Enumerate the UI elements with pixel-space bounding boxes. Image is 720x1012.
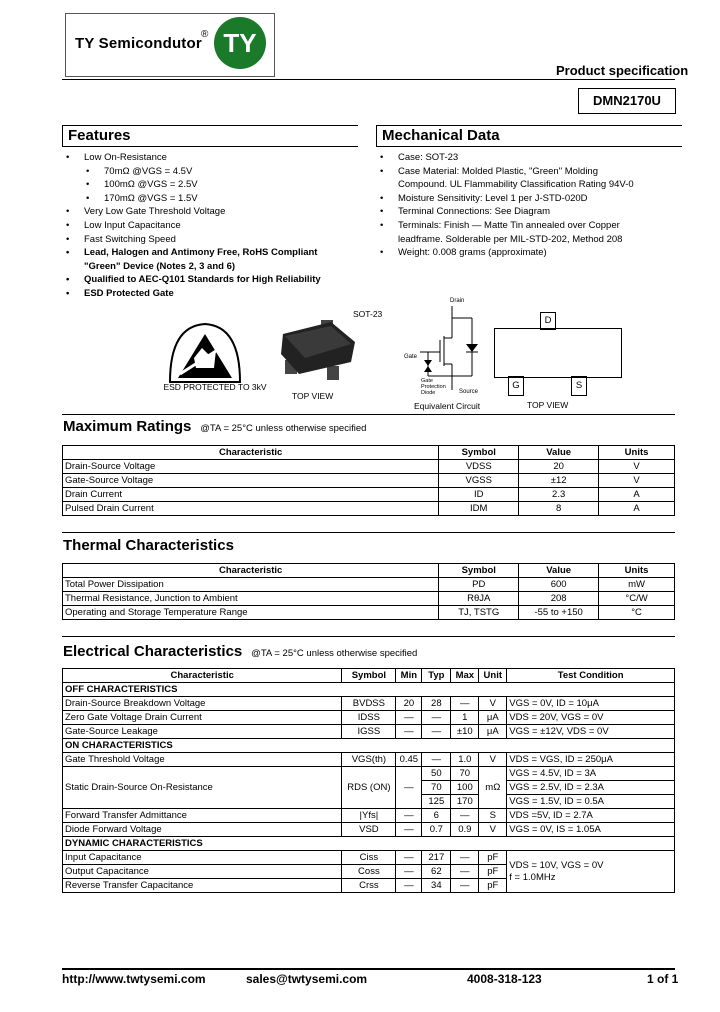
table-cell: — xyxy=(451,697,479,711)
table-cell: BVDSS xyxy=(342,697,396,711)
table-cell: pF xyxy=(479,865,507,879)
pinout-body xyxy=(494,328,622,378)
table-cell: 125 xyxy=(422,795,451,809)
list-item xyxy=(62,287,362,301)
list-item-text: Qualified to AEC-Q101 Standards for High Reliability xyxy=(84,274,321,286)
footer-rule xyxy=(62,968,675,970)
table-cell: mW xyxy=(599,578,675,592)
list-item-text: Case Material: Molded Plastic, "Green" Molding xyxy=(398,165,598,177)
list-item-text: Terminal Connections: See Diagram xyxy=(398,206,551,218)
table-cell: Forward Transfer Admittance xyxy=(63,809,342,823)
equivalent-circuit-label: Equivalent Circuit xyxy=(414,401,481,411)
table-cell: — xyxy=(396,879,422,893)
table-cell: A xyxy=(599,502,675,516)
thermal-table xyxy=(62,563,675,620)
group-title: DYNAMIC CHARACTERISTICS xyxy=(63,837,675,851)
table-cell: S xyxy=(479,809,507,823)
table-row xyxy=(63,697,675,711)
table-cell: Diode Forward Voltage xyxy=(63,823,342,837)
bullet-icon: • xyxy=(66,274,70,286)
table-cell: PD xyxy=(439,578,519,592)
table-cell: 20 xyxy=(519,460,599,474)
list-item-text: Case: SOT-23 xyxy=(398,152,459,163)
column-header: Characteristic xyxy=(63,669,342,683)
list-item xyxy=(62,246,362,260)
list-item xyxy=(62,273,362,287)
list-item-text: leadframe. Solderable per MIL-STD-202, Method 208 xyxy=(398,233,623,245)
table-cell: 0.45 xyxy=(396,753,422,767)
list-item xyxy=(62,260,362,274)
company-logo: TY xyxy=(214,17,266,69)
table-cell: VGS = 0V, ID = 10μA xyxy=(507,697,675,711)
table-cell: — xyxy=(451,865,479,879)
bullet-icon: • xyxy=(86,165,90,177)
table-row xyxy=(63,711,675,725)
source-label: Source xyxy=(459,389,479,395)
electrical-table xyxy=(62,668,675,893)
electrical-rule xyxy=(62,636,675,637)
table-cell: — xyxy=(422,711,451,725)
list-item xyxy=(376,246,686,260)
test-condition-line: VDS = 10V, VGS = 0V xyxy=(509,859,604,871)
bullet-icon: • xyxy=(380,192,384,204)
table-cell: 100 xyxy=(451,781,479,795)
table-cell: — xyxy=(396,809,422,823)
table-cell: Reverse Transfer Capacitance xyxy=(63,879,342,893)
sot23-package-icon xyxy=(275,318,365,384)
table-row xyxy=(63,488,675,502)
list-item xyxy=(62,233,362,247)
table-cell: 0.9 xyxy=(451,823,479,837)
top-view-label-2: TOP VIEW xyxy=(527,400,569,410)
bullet-icon: • xyxy=(380,206,384,218)
thermal-title: Thermal Characteristics xyxy=(63,537,234,554)
table-cell: — xyxy=(396,823,422,837)
table-cell: RDS (ON) xyxy=(342,767,396,809)
list-item-text: 170mΩ @VGS = 1.5V xyxy=(104,192,198,204)
list-item-text: Fast Switching Speed xyxy=(84,233,176,245)
table-row xyxy=(63,592,675,606)
drain-label: Drain xyxy=(450,298,465,304)
footer-email[interactable]: sales@twtysemi.com xyxy=(246,972,368,986)
table-cell: — xyxy=(396,711,422,725)
max-ratings-title: Maximum Ratings xyxy=(63,418,192,435)
footer-phone: 4008-318-123 xyxy=(467,972,542,986)
table-cell: Ciss xyxy=(342,851,396,865)
pin-s: S xyxy=(571,376,587,396)
top-view-label-1: TOP VIEW xyxy=(292,391,334,401)
list-item xyxy=(376,151,686,165)
list-item xyxy=(376,178,686,192)
bullet-icon: • xyxy=(380,152,384,163)
group-row xyxy=(63,837,675,851)
table-cell: IDM xyxy=(439,502,519,516)
bullet-icon: • xyxy=(66,206,70,218)
max-ratings-rule xyxy=(62,414,675,415)
table-cell: Gate-Source Voltage xyxy=(63,474,439,488)
table-cell: VDS = 20V, VGS = 0V xyxy=(507,711,675,725)
electrical-condition: @TA = 25°C unless otherwise specified xyxy=(251,648,418,659)
table-cell: V xyxy=(599,460,675,474)
table-cell: 62 xyxy=(422,865,451,879)
table-cell: — xyxy=(396,851,422,865)
gate-protection-label: Gate Protection Diode xyxy=(421,378,446,396)
table-cell: — xyxy=(396,767,422,809)
table-cell: °C/W xyxy=(599,592,675,606)
table-cell: 20 xyxy=(396,697,422,711)
column-header: Test Condition xyxy=(507,669,675,683)
table-cell: 28 xyxy=(422,697,451,711)
table-row xyxy=(63,502,675,516)
group-title: ON CHARACTERISTICS xyxy=(63,739,675,753)
bullet-icon: • xyxy=(66,247,70,259)
footer-page: 1 of 1 xyxy=(647,972,679,986)
column-header: Typ xyxy=(422,669,451,683)
table-cell: VGS = 0V, IS = 1.05A xyxy=(507,823,675,837)
list-item-text: 100mΩ @VGS = 2.5V xyxy=(104,179,198,191)
max-ratings-table xyxy=(62,445,675,516)
table-row xyxy=(63,474,675,488)
table-cell: 0.7 xyxy=(422,823,451,837)
column-header: Characteristic xyxy=(63,564,439,578)
table-cell: 170 xyxy=(451,795,479,809)
list-item xyxy=(62,205,362,219)
header-rule xyxy=(62,79,675,80)
bullet-icon: • xyxy=(380,165,384,177)
table-cell: -55 to +150 xyxy=(519,606,599,620)
list-item xyxy=(62,178,362,192)
table-cell: Gate-Source Leakage xyxy=(63,725,342,739)
column-header: Value xyxy=(519,564,599,578)
table-row xyxy=(63,460,675,474)
column-header: Units xyxy=(599,446,675,460)
table-row xyxy=(63,606,675,620)
table-cell: 50 xyxy=(422,767,451,781)
table-row xyxy=(63,578,675,592)
table-cell: 208 xyxy=(519,592,599,606)
list-item-text: Low On-Resistance xyxy=(84,152,167,163)
list-item-text: "Green" Device (Notes 2, 3 and 6) xyxy=(84,260,236,272)
table-cell xyxy=(507,851,675,893)
group-row xyxy=(63,739,675,753)
pin-g: G xyxy=(508,376,524,396)
table-cell: V xyxy=(479,697,507,711)
list-item-text: 70mΩ @VGS = 4.5V xyxy=(104,165,193,177)
list-item-text: Very Low Gate Threshold Voltage xyxy=(84,206,226,218)
table-cell: 8 xyxy=(519,502,599,516)
table-cell: pF xyxy=(479,879,507,893)
table-cell: Drain-Source Voltage xyxy=(63,460,439,474)
group-title: OFF CHARACTERISTICS xyxy=(63,683,675,697)
table-cell: pF xyxy=(479,851,507,865)
table-cell: Pulsed Drain Current xyxy=(63,502,439,516)
table-cell: Total Power Dissipation xyxy=(63,578,439,592)
features-list xyxy=(62,151,362,301)
mechanical-list xyxy=(376,151,686,260)
column-header: Characteristic xyxy=(63,446,439,460)
table-cell: μA xyxy=(479,711,507,725)
registered-mark: ® xyxy=(201,29,209,40)
table-cell: — xyxy=(451,879,479,893)
list-item xyxy=(62,165,362,179)
table-cell: V xyxy=(479,753,507,767)
table-cell: Zero Gate Voltage Drain Current xyxy=(63,711,342,725)
table-cell: ±10 xyxy=(451,725,479,739)
column-header: Max xyxy=(451,669,479,683)
bullet-icon: • xyxy=(66,152,70,163)
max-ratings-condition: @TA = 25°C unless otherwise specified xyxy=(200,423,367,434)
table-cell: VSD xyxy=(342,823,396,837)
table-cell: IGSS xyxy=(342,725,396,739)
list-item-text: Lead, Halogen and Antimony Free, RoHS Compliant xyxy=(84,247,318,259)
table-cell: 1.0 xyxy=(451,753,479,767)
table-cell: Operating and Storage Temperature Range xyxy=(63,606,439,620)
column-header: Min xyxy=(396,669,422,683)
list-item xyxy=(62,192,362,206)
table-row xyxy=(63,809,675,823)
table-cell: RθJA xyxy=(439,592,519,606)
group-row xyxy=(63,683,675,697)
column-header: Symbol xyxy=(342,669,396,683)
table-cell: Input Capacitance xyxy=(63,851,342,865)
table-cell: ±12 xyxy=(519,474,599,488)
column-header: Symbol xyxy=(439,564,519,578)
table-cell: |Yfs| xyxy=(342,809,396,823)
list-item xyxy=(62,151,362,165)
column-header: Units xyxy=(599,564,675,578)
table-cell: °C xyxy=(599,606,675,620)
table-cell: Output Capacitance xyxy=(63,865,342,879)
list-item-text: Terminals: Finish — Matte Tin annealed over Copper xyxy=(398,219,620,231)
column-header: Unit xyxy=(479,669,507,683)
table-cell: Gate Threshold Voltage xyxy=(63,753,342,767)
table-cell: VGS(th) xyxy=(342,753,396,767)
table-cell: mΩ xyxy=(479,767,507,809)
list-item-text: ESD Protected Gate xyxy=(84,287,174,299)
gate-label: Gate xyxy=(404,354,418,360)
table-cell: μA xyxy=(479,725,507,739)
bullet-icon: • xyxy=(380,247,384,259)
table-cell: VDS = VGS, ID = 250μA xyxy=(507,753,675,767)
table-row xyxy=(63,851,675,865)
table-cell: — xyxy=(451,851,479,865)
list-item xyxy=(376,219,686,233)
bullet-icon: • xyxy=(380,219,384,231)
thermal-rule xyxy=(62,532,675,533)
table-cell: A xyxy=(599,488,675,502)
table-cell: TJ, TSTG xyxy=(439,606,519,620)
list-item xyxy=(62,219,362,233)
esd-label: ESD PROTECTED TO 3kV xyxy=(163,382,267,392)
features-title: Features xyxy=(62,125,358,147)
column-header: Symbol xyxy=(439,446,519,460)
bullet-icon: • xyxy=(66,287,70,299)
table-cell: Drain-Source Breakdown Voltage xyxy=(63,697,342,711)
package-label: SOT-23 xyxy=(353,309,383,319)
table-cell: 2.3 xyxy=(519,488,599,502)
table-cell: VGS = 1.5V, ID = 0.5A xyxy=(507,795,675,809)
company-name: TY Semicondutor xyxy=(75,35,202,52)
list-item xyxy=(376,233,686,247)
table-cell: Static Drain-Source On-Resistance xyxy=(63,767,342,809)
bullet-icon: • xyxy=(86,179,90,191)
table-cell: VGSS xyxy=(439,474,519,488)
table-cell: 600 xyxy=(519,578,599,592)
table-cell: V xyxy=(479,823,507,837)
doc-type: Product specification xyxy=(556,63,689,78)
bullet-icon: • xyxy=(66,219,70,231)
list-item-text: Moisture Sensitivity: Level 1 per J-STD-020D xyxy=(398,192,588,204)
table-cell: 70 xyxy=(422,781,451,795)
list-item xyxy=(376,192,686,206)
test-condition-line: f = 1.0MHz xyxy=(509,871,556,883)
table-cell: Crss xyxy=(342,879,396,893)
bullet-icon: • xyxy=(66,233,70,245)
table-cell: 70 xyxy=(451,767,479,781)
list-item-text: Low Input Capacitance xyxy=(84,219,181,231)
mechanical-title: Mechanical Data xyxy=(376,125,682,147)
table-cell: VGS = ±12V, VDS = 0V xyxy=(507,725,675,739)
table-row xyxy=(63,753,675,767)
footer-website[interactable]: http://www.twtysemi.com xyxy=(62,972,206,986)
pin-d: D xyxy=(540,312,556,330)
table-cell: VDSS xyxy=(439,460,519,474)
table-cell: Coss xyxy=(342,865,396,879)
table-cell: — xyxy=(422,725,451,739)
table-row xyxy=(63,767,675,781)
max-ratings-heading xyxy=(63,418,366,436)
table-cell: VDS =5V, ID = 2.7A xyxy=(507,809,675,823)
table-row xyxy=(63,725,675,739)
part-number: DMN2170U xyxy=(578,88,676,114)
table-cell: 34 xyxy=(422,879,451,893)
table-cell: 1 xyxy=(451,711,479,725)
table-cell: VGS = 2.5V, ID = 2.3A xyxy=(507,781,675,795)
list-item xyxy=(376,205,686,219)
bullet-icon: • xyxy=(86,192,90,204)
list-item-text: Weight: 0.008 grams (approximate) xyxy=(398,247,547,259)
electrical-heading xyxy=(63,643,417,661)
table-cell: ID xyxy=(439,488,519,502)
table-row xyxy=(63,823,675,837)
list-item-text: Compound. UL Flammability Classification Rating 94V-0 xyxy=(398,179,634,191)
table-cell: VGS = 4.5V, ID = 3A xyxy=(507,767,675,781)
table-cell: Drain Current xyxy=(63,488,439,502)
list-item xyxy=(376,165,686,179)
table-cell: IDSS xyxy=(342,711,396,725)
table-cell: — xyxy=(396,725,422,739)
table-cell: — xyxy=(451,809,479,823)
table-cell: — xyxy=(422,753,451,767)
column-header: Value xyxy=(519,446,599,460)
table-cell: 217 xyxy=(422,851,451,865)
table-cell: Thermal Resistance, Junction to Ambient xyxy=(63,592,439,606)
electrical-title: Electrical Characteristics xyxy=(63,643,243,660)
table-cell: 6 xyxy=(422,809,451,823)
table-cell: V xyxy=(599,474,675,488)
table-cell: — xyxy=(396,865,422,879)
